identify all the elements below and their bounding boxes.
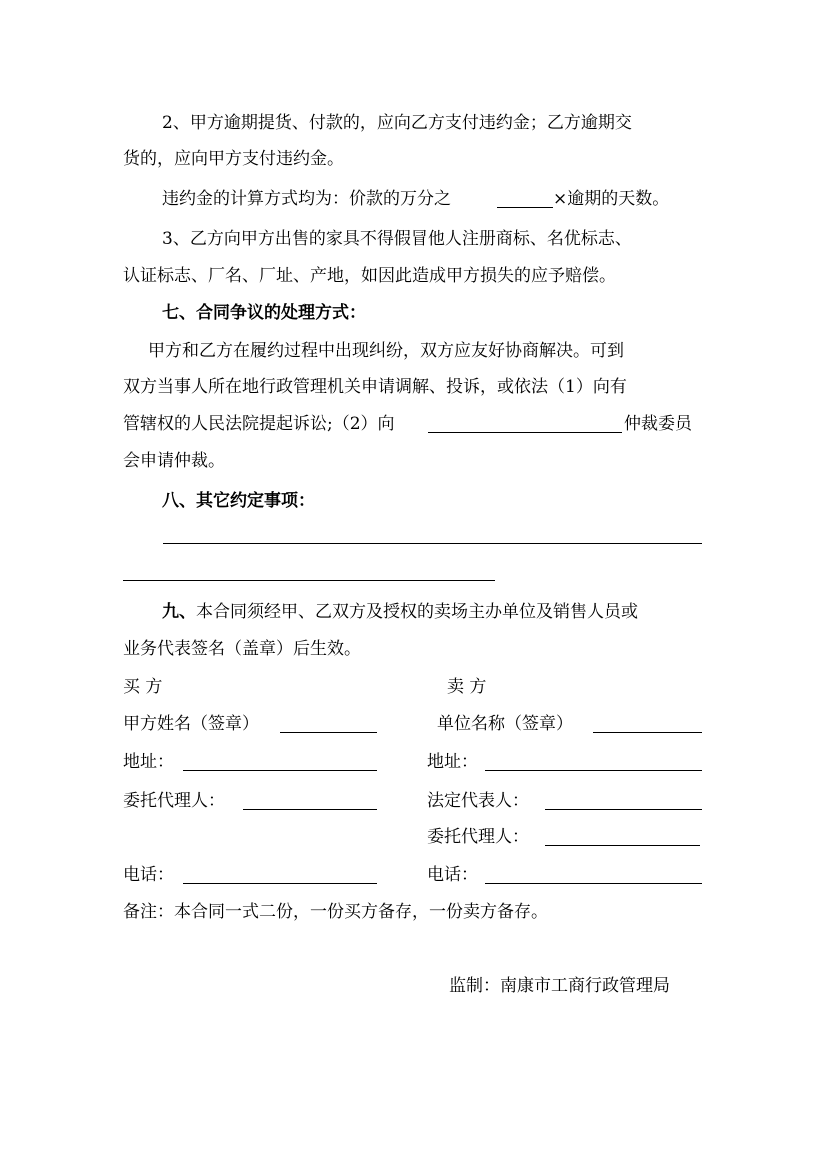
clause-2-line-1: 2、甲方逾期提货、付款的，应向乙方支付违约金；乙方逾期交 (162, 113, 632, 133)
buyer-name-field[interactable] (280, 732, 377, 733)
seller-unit-label: 单位名称（签章） (437, 714, 573, 734)
other-terms-blank-2[interactable] (123, 580, 495, 581)
section-7-line-3-prefix: 管辖权的人民法院提起诉讼;（2）向 (123, 414, 395, 434)
buyer-address-field[interactable] (183, 770, 377, 771)
buyer-phone-field[interactable] (183, 883, 377, 884)
clause-3-line-1: 3、乙方向甲方出售的家具不得假冒他人注册商标、名优标志、 (162, 229, 632, 249)
seller-title: 卖 方 (447, 677, 487, 697)
buyer-phone-label: 电话： (123, 865, 174, 885)
section-9-text: 本合同须经甲、乙双方及授权的卖场主办单位及销售人员或 (196, 602, 638, 622)
section-9-line-2: 业务代表签名（盖章）后生效。 (123, 639, 361, 659)
section-7-line-4: 会申请仲裁。 (123, 451, 225, 471)
seller-agent-field[interactable] (545, 845, 700, 846)
buyer-agent-label: 委托代理人： (123, 791, 225, 811)
contract-note: 备注：本合同一式二份，一份买方备存，一份卖方备存。 (123, 902, 548, 922)
section-7-line-2: 双方当事人所在地行政管理机关申请调解、投诉，或依法（1）向有 (123, 377, 627, 397)
buyer-title: 买 方 (123, 677, 163, 697)
supervisor-line: 监制：南康市工商行政管理局 (449, 976, 670, 996)
seller-legal-rep-field[interactable] (545, 809, 702, 810)
seller-agent-label: 委托代理人： (427, 827, 529, 847)
section-7-line-1: 甲方和乙方在履约过程中出现纠纷，双方应友好协商解决。可到 (148, 341, 624, 361)
penalty-formula-suffix: ×逾期的天数。 (553, 189, 670, 209)
seller-phone-label: 电话： (427, 865, 478, 885)
buyer-name-label: 甲方姓名（签章） (123, 714, 259, 734)
penalty-rate-blank[interactable] (497, 207, 553, 208)
seller-unit-field[interactable] (593, 732, 702, 733)
seller-phone-field[interactable] (485, 883, 702, 884)
seller-address-label: 地址： (427, 752, 478, 772)
section-9-number: 九、 (162, 602, 196, 622)
seller-address-field[interactable] (485, 770, 702, 771)
buyer-agent-field[interactable] (243, 809, 377, 810)
penalty-formula-prefix: 违约金的计算方式均为：价款的万分之 (162, 189, 451, 209)
section-8-heading: 八、其它约定事项： (162, 491, 315, 511)
other-terms-blank-1[interactable] (163, 543, 702, 544)
section-7-line-3-suffix: 仲裁委员 (624, 414, 692, 434)
seller-legal-rep-label: 法定代表人： (427, 791, 529, 811)
buyer-address-label: 地址： (123, 752, 174, 772)
clause-2-line-2: 货的，应向甲方支付违约金。 (123, 149, 344, 169)
section-9-line-1 (162, 601, 638, 623)
clause-3-line-2: 认证标志、厂名、厂址、产地，如因此造成甲方损失的应予赔偿。 (123, 266, 616, 286)
section-7-heading: 七、合同争议的处理方式： (162, 303, 366, 323)
arbitration-committee-blank[interactable] (428, 432, 622, 433)
